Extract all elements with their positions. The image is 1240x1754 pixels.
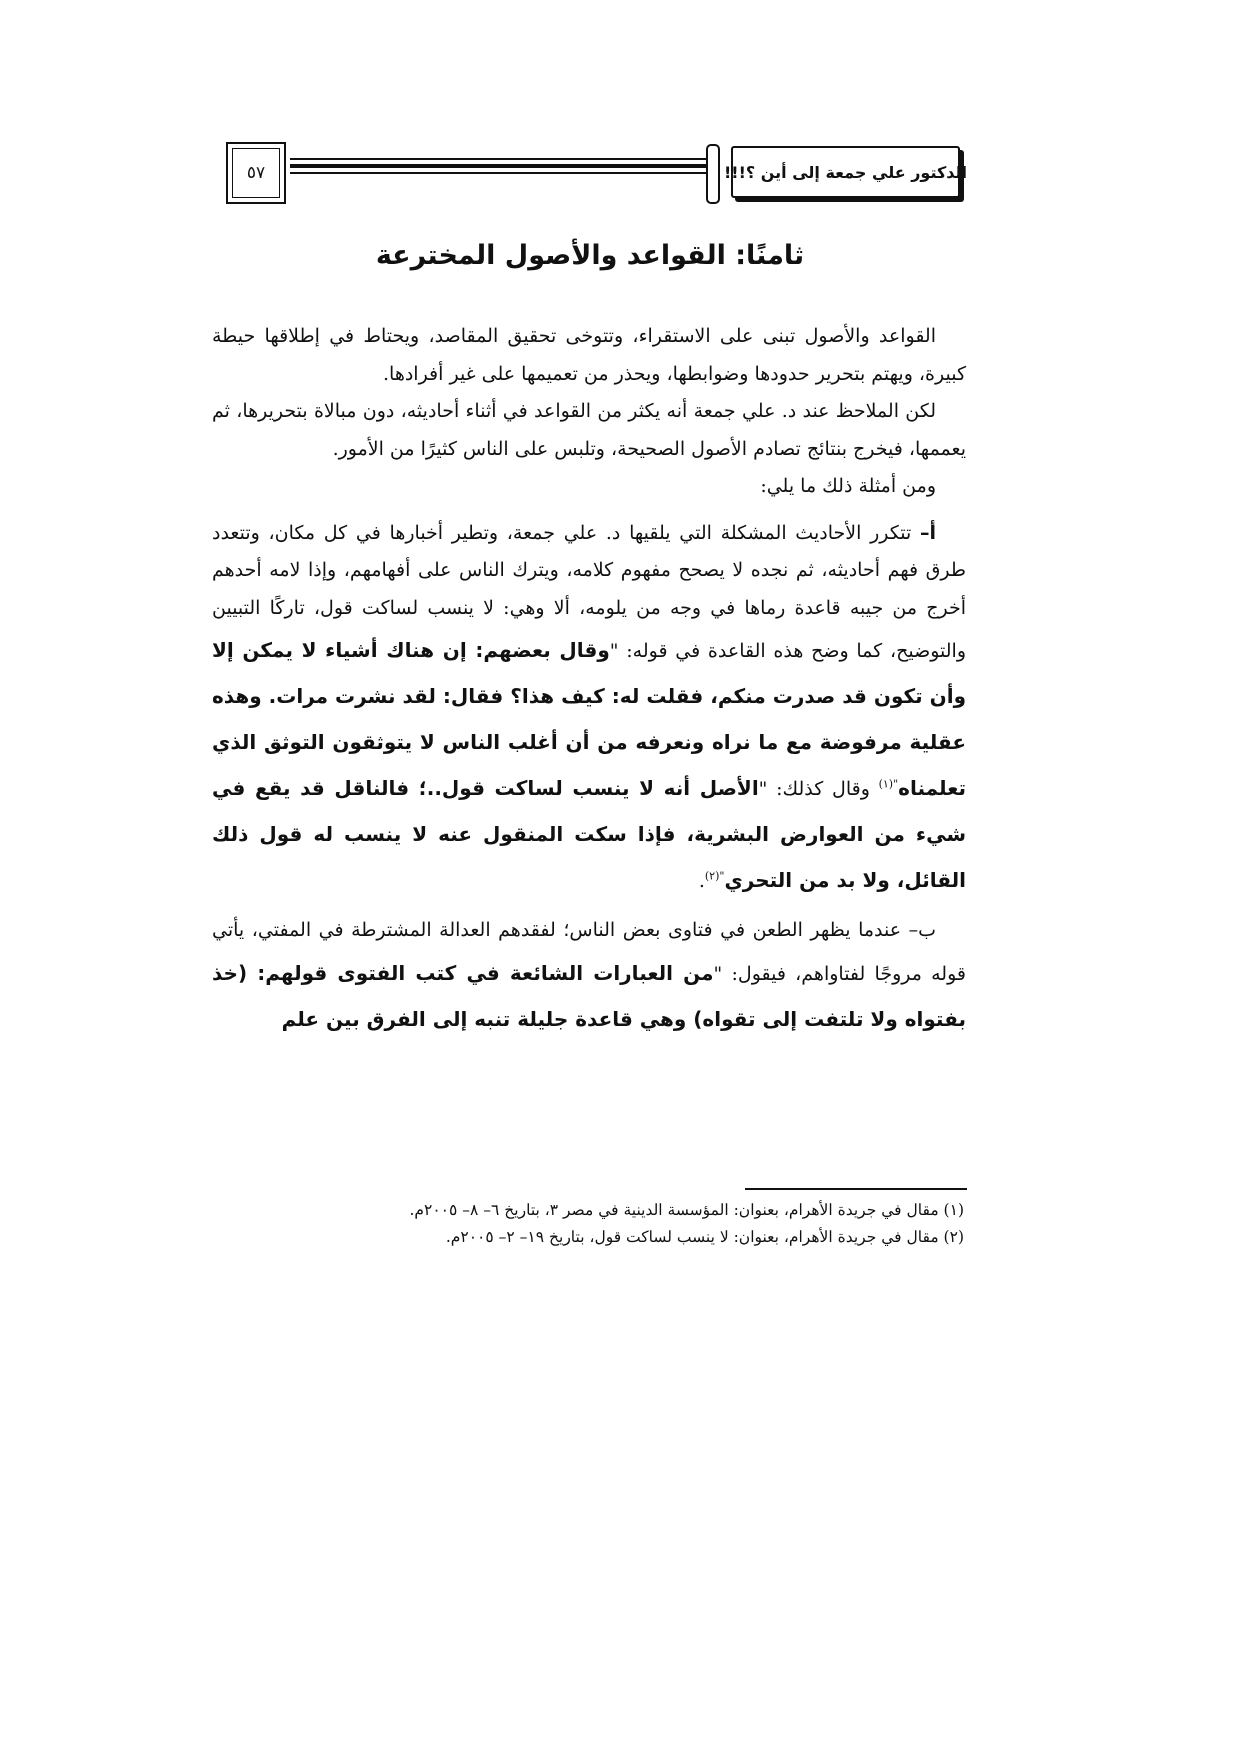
page-number: ٥٧ bbox=[246, 163, 266, 183]
page-header bbox=[220, 140, 968, 208]
footnotes bbox=[280, 1197, 964, 1251]
paragraph-text: . bbox=[698, 870, 705, 892]
header-rule bbox=[290, 164, 708, 168]
scroll-ornament bbox=[706, 144, 720, 204]
header-rule bbox=[290, 158, 708, 160]
page-number-frame bbox=[226, 142, 286, 204]
list-marker: أ– bbox=[919, 521, 936, 544]
header-rule bbox=[290, 172, 708, 174]
footnote: (٢) مقال في جريدة الأهرام، بعنوان: لا ينسب لساكت قول، بتاريخ ١٩– ٢– ٢٠٠٥م. bbox=[445, 1228, 964, 1246]
quote-text: من العبارات الشائعة في كتب الفتوى قولهم: (خذ بفتواه ولا تلتفت إلى تقواه) وهي قاعدة جليلة تنبه إلى الفرق بين علم bbox=[212, 960, 966, 1031]
footnote-ref: "(٢) bbox=[704, 869, 725, 883]
paragraph-example-a bbox=[212, 515, 966, 904]
body-text bbox=[212, 318, 966, 1042]
paragraph: لكن الملاحظ عند د. علي جمعة أنه يكثر من القواعد في أثناء أحاديثه، دون مبالاة بتحريرها، ثم يعممها، فيخرج بنتائج تصادم الأصول الصحيحة، وتلبس على الناس كثيرًا من الأمور. bbox=[212, 400, 966, 460]
section-heading: ثامنًا: القواعد والأصول المخترعة bbox=[375, 240, 805, 271]
running-title-box bbox=[723, 146, 968, 198]
paragraph-text: وقال كذلك: " bbox=[758, 778, 879, 800]
footnote-ref: "(١) bbox=[878, 777, 899, 791]
footnote: (١) مقال في جريدة الأهرام، بعنوان: المؤسسة الدينية في مصر ٣، بتاريخ ٦– ٨– ٢٠٠٥م. bbox=[409, 1201, 964, 1219]
paragraph: ومن أمثلة ذلك ما يلي: bbox=[760, 475, 936, 497]
paragraph: القواعد والأصول تبنى على الاستقراء، وتتوخى تحقيق المقاصد، ويحتاط في إطلاقها حيطة كبيرة، ويهتم بتحرير حدودها وضوابطها، ويحذر من تعميمها على غير أفرادها. bbox=[212, 325, 966, 385]
paragraph-text: ب– عندما يظهر الطعن في فتاوى بعض الناس؛ لفقدهم العدالة المشترطة في المفتي، يأتي قوله مروجًا لفتاواهم، فيقول: " bbox=[212, 919, 966, 985]
footnote-separator bbox=[745, 1188, 967, 1190]
quote-text: الأصل أنه لا ينسب لساكت قول..؛ فالناقل قد يقع في شيء من العوارض البشرية، فإذا سكت المنقول عنه لا ينسب له قول ذلك القائل، ولا بد من التحري bbox=[212, 776, 966, 892]
quote-text: وقال بعضهم: إن هناك أشياء لا يمكن إلا وأن تكون قد صدرت منكم، فقلت له: كيف هذا؟ فقال: لقد نشرت مرات. وهذه عقلية مرفوضة مع ما نراه ونعرفه من أن أغلب الناس لا يتوثقون التوثق الذي تعلمناه bbox=[212, 638, 966, 800]
paragraph-text: تتكرر الأحاديث المشكلة التي يلقيها د. علي جمعة، وتطير أخبارها في كل مكان، وتتعدد طرق فهم أحاديثه، ثم نجده لا يصحح مفهوم كلامه، ويترك الناس على أفهامهم، وإذا لامه أحدهم أخرج من جيبه قاعدة رماها في وجه من يلومه، ألا وهي: لا ينسب لساكت قول، تاركًا التبيين والتوضيح، كما وضح هذه القاعدة في قوله: " bbox=[212, 521, 966, 662]
running-title: الدكتور علي جمعة إلى أين ؟!!! bbox=[723, 162, 968, 182]
paragraph-example-b bbox=[212, 912, 966, 1042]
